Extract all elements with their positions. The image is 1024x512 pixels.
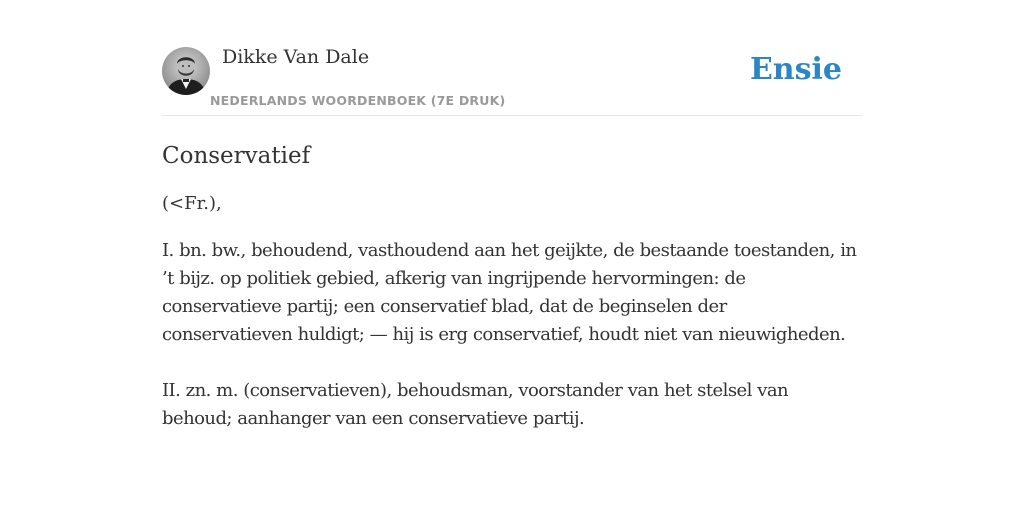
entry-title: Conservatief	[162, 143, 311, 169]
author-avatar[interactable]	[162, 47, 210, 95]
entry-etymology: (<Fr.),	[162, 193, 222, 214]
entry-header	[162, 44, 862, 116]
definition-1: I. bn. bw., behoudend, vasthoudend aan het geijkte, de bestaande toestanden, in ’t bijz. op politiek gebied, afkerig van ingrijpende hervormingen: de conservatieve partij; een conservatief blad, dat de beginselen der conservatieven huldigt; — hij is erg conservatief, houdt niet van nieuwigheden.	[162, 240, 857, 345]
definition-2: II. zn. m. (conservatieven), behoudsman, voorstander van het stelsel van behoud; aanhanger van een conservatieve partij.	[162, 380, 789, 429]
author-name[interactable]: Dikke Van Dale	[222, 46, 370, 68]
dictionary-source: NEDERLANDS WOORDENBOEK (7E DRUK)	[210, 93, 506, 108]
ensie-logo-link[interactable]: Ensie	[749, 52, 842, 87]
entry-card	[162, 44, 862, 433]
portrait-icon	[162, 47, 210, 95]
